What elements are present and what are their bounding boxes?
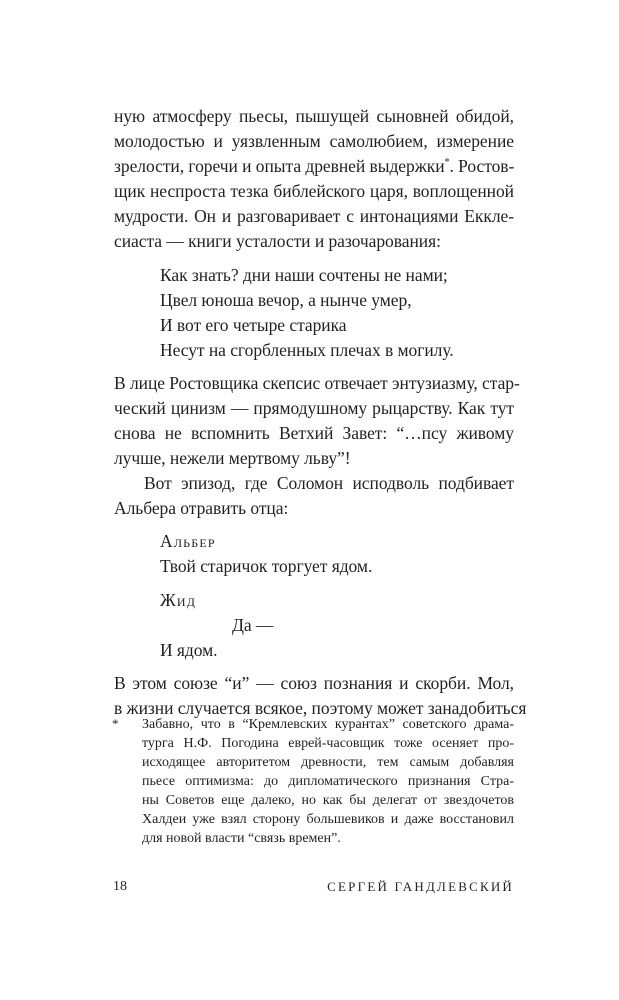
footnote-line: Забавно, что в “Кремлевских курантах” советского драма-: [142, 717, 514, 732]
verse-line: Как знать? дни наши сочтены не нами;: [160, 265, 448, 285]
speaker-name: Альбер: [160, 531, 216, 551]
footnote-line: пьесе оптимизма: до дипломатического признания Стра-: [142, 774, 514, 789]
body-line-text: . Ростов-: [449, 156, 515, 176]
speaker-name: Жид: [160, 590, 197, 610]
body-line: молодостью и уязвленным самолюбием, измерение: [114, 131, 514, 151]
running-head: СЕРГЕЙ ГАНДЛЕВСКИЙ: [327, 879, 514, 894]
dialogue-line: И ядом.: [160, 640, 218, 660]
footnote-line: Халдеи уже взял сторону большевиков и даже восстановил: [142, 812, 514, 827]
body-line: щик неспроста тезка библейского царя, воплощенной: [114, 181, 514, 201]
body-line: В этом союзе “и” — союз познания и скорби. Мол,: [114, 673, 514, 693]
body-line: ческий цинизм — прямодушному рыцарству. Как тут: [114, 398, 514, 418]
body-line: Альбера отравить отца:: [114, 498, 289, 518]
page-number: 18: [113, 879, 127, 894]
body-line: мудрости. Он и разговаривает с интонациями Еккле-: [114, 206, 514, 226]
footnote-line: ны Советов еще далеко, но как бы делегат от звездочетов: [142, 793, 514, 808]
footnote-line: для новой власти “связь времен”.: [142, 831, 341, 846]
body-line: снова не вспомнить Ветхий Завет: “…псу живому: [114, 423, 514, 443]
footnote-line: исходящее авторитетом древности, тем самым добавляя: [142, 755, 514, 770]
body-line: в жизни случается всякое, поэтому может занадобиться: [114, 698, 527, 718]
verse-line: И вот его четыре старика: [160, 315, 347, 335]
body-line: ную атмосферу пьесы, пышущей сыновней обидой,: [114, 106, 514, 126]
body-line: В лице Ростовщика скепсис отвечает энтузиазму, стар-: [114, 373, 520, 393]
body-line: [114, 154, 514, 178]
body-line: Вот эпизод, где Соломон исподволь подбивает: [144, 473, 514, 493]
body-line: сиаста — книги усталости и разочарования:: [114, 231, 441, 251]
body-line-text: зрелости, горечи и опыта древней выдержки: [114, 156, 445, 176]
footnote-line: турга Н.Ф. Погодина еврей-часовщик тоже осеняет про-: [142, 736, 514, 751]
dialogue-line: Твой старичок торгует ядом.: [160, 556, 373, 576]
verse-line: Несут на сгорбленных плечах в могилу.: [160, 340, 454, 360]
body-line: лучше, нежели мертвому льву”!: [114, 448, 351, 468]
dialogue-line: Да —: [232, 615, 274, 635]
footnote-marker: *: [112, 716, 119, 731]
verse-line: Цвел юноша вечор, а нынче умер,: [160, 290, 412, 310]
footnote-reference: *: [444, 157, 450, 168]
